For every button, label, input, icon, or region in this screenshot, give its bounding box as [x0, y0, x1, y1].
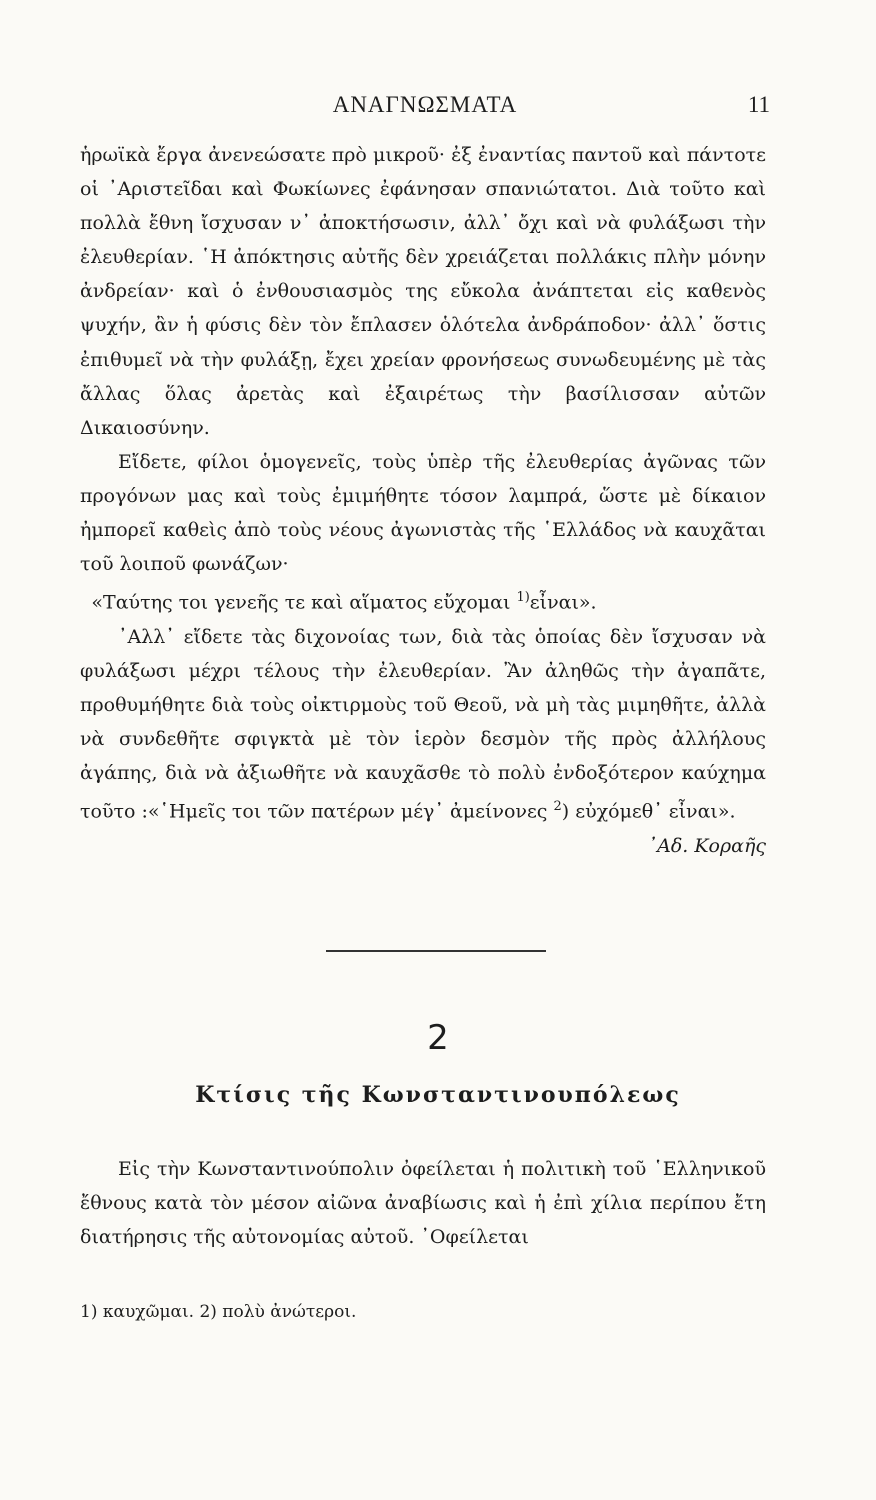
quotation-end: εἶναι». [529, 591, 597, 614]
section-1-text [80, 138, 766, 863]
paragraph-end: ) εὐχόμεθ᾿ εἶναι». [561, 800, 736, 823]
chapter-number: 2 [427, 1018, 449, 1058]
paragraph: Εἰς τὴν Κωνσταντινούπολιν ὀφείλεται ἡ πολιτικὴ τοῦ ῾Ελληνικοῦ ἔθνους κατὰ τὸν μέσον αἰῶνα ἀναβίωσις καὶ ἡ ἐπὶ χίλια περίπου ἔτη διατήρησις τῆς αὐτονομίας αὐτοῦ. ᾿Οφείλεται [80, 1158, 766, 1249]
paragraph-text: ᾿Αλλ᾿ εἴδετε τὰς διχονοίας των, διὰ τὰς ὁποίας δὲν ἴσχυσαν νὰ φυλάξωσι μέχρι τέλους τὴν ἐλευθερίαν. Ἂν ἀληθῶς τὴν ἀγαπᾶτε, προθυμήθητε διὰ τοὺς οἰκτιρμοὺς τοῦ Θεοῦ, νὰ μὴ τὰς μιμηθῆτε, ἀλλὰ νὰ συνδεθῆτε σφιγκτὰ μὲ τὸν ἱερὸν δεσμὸν τῆς πρὸς ἀλλήλους ἀγάπης, διὰ νὰ ἀξιωθῆτε νὰ καυχᾶσθε τὸ πολὺ ἐνδοξότερον καύχημα τοῦτο :«῾Ημεῖς τοι τῶν πατέρων μέγ᾿ ἀμείνονες [80, 625, 766, 823]
paragraph: Εἴδετε, φίλοι ὁμογενεῖς, τοὺς ὑπὲρ τῆς ἐλευθερίας ἀγῶνας τῶν προγόνων μας καὶ τοὺς ἐμιμήθητε τόσον λαμπρά, ὥστε μὲ δίκαιον ἠμπορεῖ καθεὶς ἀπὸ τοὺς νέους ἀγωνιστὰς τῆς ῾Ελλάδος νὰ καυχᾶται τοῦ λοιποῦ φωνάζων· [80, 450, 766, 576]
footnote-ref: 1) [516, 590, 530, 606]
section-divider [326, 950, 546, 952]
author-signature: ᾿Αδ. Κοραῆς [647, 834, 766, 857]
quotation-text: «Ταύτης τοι γενεῆς τε καὶ αἵματος εὔχομαι [91, 591, 511, 614]
quotation [80, 581, 766, 619]
running-title: ΑΝΑΓΝΩΣΜΑΤΑ [332, 92, 518, 117]
chapter-title: Κτίσις τῆς Κωνσταντινουπόλεως [195, 1082, 681, 1108]
footnotes: 1) καυχῶμαι. 2) πολὺ ἀνώτεροι. [80, 1302, 357, 1322]
paragraph [80, 620, 766, 857]
footnote-ref: 2 [553, 799, 562, 815]
section-2-text [80, 1152, 766, 1254]
paragraph: ἡρωϊκὰ ἔργα ἀνενεώσατε πρὸ μικροῦ· ἐξ ἐναντίας παντοῦ καὶ πάντοτε οἱ ᾿Αριστεῖδαι καὶ Φωκίωνες ἐφάνησαν σπανιώτατοι. Διὰ τοῦτο καὶ πολλὰ ἔθνη ἴσχυσαν ν᾿ ἀποκτήσωσιν, ἀλλ᾿ ὄχι καὶ νὰ φυλάξωσι τὴν ἐλευθερίαν. ῾Η ἀπόκτησις αὐτῆς δὲν χρειάζεται πολλάκις πλὴν μόνην ἀνδρείαν· καὶ ὁ ἐνθουσιασμὸς της εὔκολα ἀνάπτεται εἰς καθενὸς ψυχήν, ἂν ἡ φύσις δὲν τὸν ἔπλασεν ὁλότελα ἀνδράποδον· ἀλλ᾿ ὅστις ἐπιθυμεῖ νὰ τὴν φυλάξῃ, ἔχει χρείαν φρονήσεως συνωδευμένης μὲ τὰς ἄλλας ὅλας ἀρετὰς καὶ ἐξαιρέτως τὴν βασίλισσαν αὐτῶν Δικαιοσύνην. [80, 144, 766, 439]
page-number: 11 [747, 92, 770, 117]
page-header [80, 92, 770, 122]
